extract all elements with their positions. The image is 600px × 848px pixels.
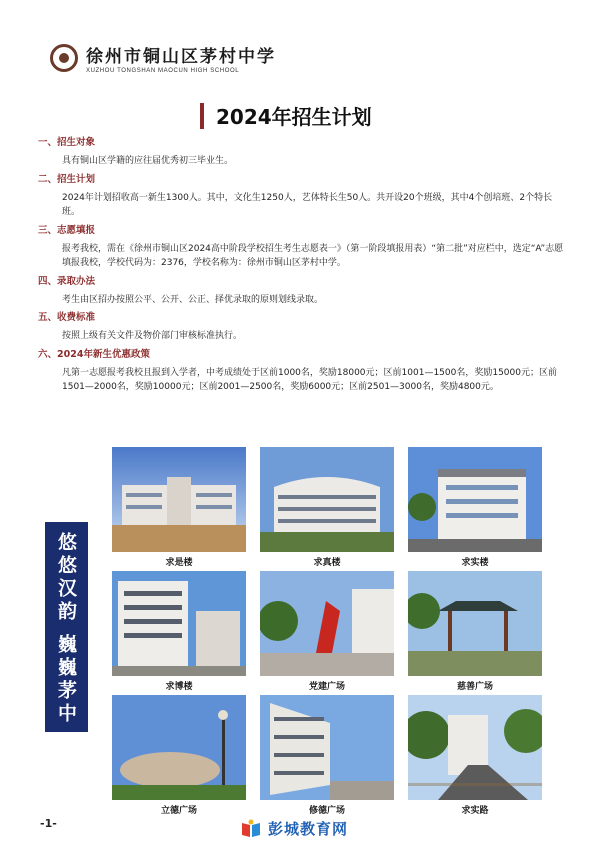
section-incentives bbox=[38, 347, 568, 395]
enrollment-content bbox=[38, 132, 568, 395]
school-emblem-icon bbox=[50, 44, 78, 72]
school-name-en: XUZHOU TONGSHAN MAOCUN HIGH SCHOOL bbox=[86, 68, 240, 74]
section-heading: 五、收费标准 bbox=[38, 312, 96, 324]
section-heading: 四、录取办法 bbox=[38, 275, 96, 287]
section-body: 考生由区招办按照公平、公开、公正、择优录取的原则划线录取。 bbox=[62, 294, 324, 305]
school-name-cn: 徐州市铜山区茅村中学 bbox=[86, 47, 276, 67]
school-logo-row bbox=[50, 42, 276, 74]
section-heading: 三、志愿填报 bbox=[38, 224, 96, 236]
slogan-line: 巍巍茅中 bbox=[55, 634, 77, 726]
photo-caption: 求真楼 bbox=[313, 558, 341, 568]
photo-caption: 立德广场 bbox=[160, 806, 197, 816]
building-photo bbox=[112, 571, 246, 676]
section-body: 报考我校，需在《徐州市铜山区2024高中阶段学校招生考生志愿表一》（第一阶段填报用表）“第二批”对应栏中，选定“A”志愿填报我校，学校代码为：2376，学校名称为：徐州市铜山区茅村中学。 bbox=[62, 243, 564, 269]
section-heading: 一、招生对象 bbox=[38, 137, 96, 148]
section-fees bbox=[38, 310, 568, 344]
photo-caption: 慈善广场 bbox=[456, 682, 493, 692]
pavilion-photo bbox=[408, 571, 542, 676]
photo-caption: 求实路 bbox=[461, 806, 489, 816]
page-title: 2024年招生计划 bbox=[216, 105, 372, 129]
section-heading: 六、2024年新生优惠政策 bbox=[38, 348, 150, 360]
section-body: 2024年计划招收高一新生1300人。其中，文化生1250人，艺体特长生50人。共开设20个班级，其中4个创培班、2个特长班。 bbox=[62, 192, 553, 218]
page-title-row bbox=[200, 101, 372, 130]
photo-caption: 修德广场 bbox=[308, 806, 345, 816]
section-plan bbox=[38, 172, 568, 220]
slogan-line: 悠悠汉韵 bbox=[55, 532, 77, 624]
building-photo bbox=[112, 447, 246, 552]
watermark bbox=[240, 818, 348, 839]
book-icon bbox=[240, 819, 262, 839]
photo-caption: 党建广场 bbox=[308, 682, 345, 692]
photo-caption: 求是楼 bbox=[165, 558, 193, 568]
campus-photo-grid bbox=[112, 447, 542, 822]
road-photo bbox=[408, 695, 542, 800]
stone-photo bbox=[112, 695, 246, 800]
section-application bbox=[38, 223, 568, 271]
watermark-text: 彭城教育网 bbox=[268, 820, 349, 838]
section-target bbox=[38, 135, 568, 169]
photo-caption: 求实楼 bbox=[461, 558, 489, 568]
building-photo bbox=[260, 695, 394, 800]
section-body: 凡第一志愿报考我校且报到入学者，中考成绩处于区前1000名，奖励18000元；区前1001—1500名，奖励15000元；区前1501—2000名，奖励10000元；区前2001—2500名，奖励6000元；区前2501—3000名，奖励4800元。 bbox=[62, 367, 557, 393]
photo-caption: 求博楼 bbox=[165, 682, 193, 692]
plaza-photo bbox=[260, 571, 394, 676]
section-admission bbox=[38, 274, 568, 308]
title-accent-bar bbox=[200, 103, 204, 129]
page-number: -1- bbox=[40, 817, 57, 830]
building-photo bbox=[408, 447, 542, 552]
section-body: 按照上级有关文件及物价部门审核标准执行。 bbox=[62, 331, 243, 342]
slogan-banner bbox=[45, 522, 88, 732]
school-name-block bbox=[86, 42, 276, 74]
section-heading: 二、招生计划 bbox=[38, 173, 96, 185]
section-body: 具有铜山区学籍的应往届优秀初三毕业生。 bbox=[62, 156, 234, 167]
building-photo bbox=[260, 447, 394, 552]
